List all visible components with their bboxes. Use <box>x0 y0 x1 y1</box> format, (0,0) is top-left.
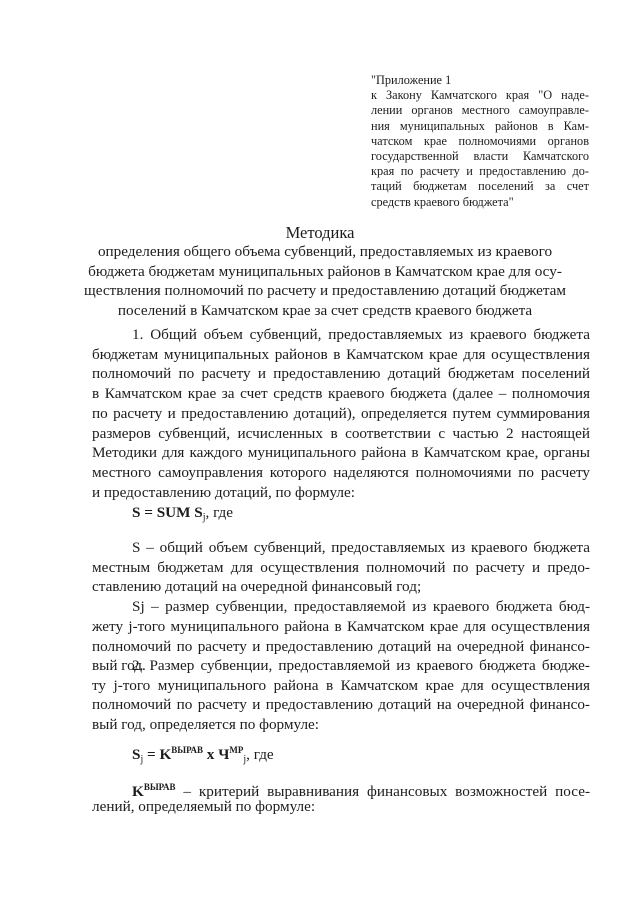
appendix-line: таций бюджетам поселений за счет <box>371 179 589 194</box>
text-line: местного самоуправления которого наделяются полномочиями по расчету <box>92 463 590 481</box>
text-line: лений, определяемый по формуле: <box>92 798 316 815</box>
document-title: Методика <box>285 223 355 242</box>
subtitle-line: определения общего объема субвенций, предоставляемых из краевого <box>97 243 553 260</box>
appendix-line: государственной власти Камчатского <box>371 149 589 164</box>
paragraph-2 <box>92 656 590 735</box>
text-line: ту j-того муниципального района в Камчатском крае для осуществления <box>92 676 590 694</box>
appendix-line: "Приложение 1 <box>371 73 452 87</box>
appendix-line: чатском крае полномочиями органов <box>371 133 589 148</box>
text-line: вый год, определяется по формуле: <box>92 716 319 734</box>
text-line: Sj – размер субвенции, предоставляемой из краевого бюджета бюд- <box>132 598 590 616</box>
k-definition-continuation <box>92 797 590 817</box>
formula-total <box>132 503 233 528</box>
formula-text: , где <box>205 504 234 521</box>
appendix-line: лении органов местного самоуправле- <box>371 103 589 118</box>
subtitle-line: ществления полномочий по расчету и предоставлению дотаций бюджетам <box>84 282 567 300</box>
paragraph-1 <box>92 325 590 502</box>
formula-superscript: МР <box>229 745 244 755</box>
text-line: бюджетам муниципальных районов в Камчатском крае для осуществления <box>92 345 590 363</box>
formula-text: , где <box>246 746 274 763</box>
formula-symbol: S <box>132 746 141 763</box>
text-line: жету j-того муниципального района в Камчатском крае для осуществления <box>92 617 590 635</box>
text-line: – критерий выравнивания финансовых возможностей посе- <box>175 783 590 800</box>
formula-text: = K <box>143 746 172 763</box>
text-line: размеров субвенций, исчисленных в соответствии с частью 2 настоящей <box>92 424 590 442</box>
text-line: полномочий по расчету и предоставлению дотаций на очередной финансо- <box>92 696 590 714</box>
formula-subscript: j <box>202 512 206 523</box>
formula-superscript: ВЫРАВ <box>171 745 203 755</box>
formula-text: x Ч <box>203 746 230 763</box>
formula-subscript: j <box>243 754 247 765</box>
formula-text: = SUM S <box>140 504 203 521</box>
appendix-line: края по расчету и предоставлению до- <box>371 164 589 179</box>
text-line: в Камчатском крае за счет средств краевого бюджета (далее – полномочия <box>92 385 590 403</box>
appendix-header <box>371 73 589 210</box>
formula-symbol: K <box>132 783 144 800</box>
text-line: S – общий объем субвенций, предоставляемых из краевого бюджета <box>132 539 590 556</box>
appendix-line: средств краевого бюджета" <box>371 194 514 209</box>
subtitle-line: бюджета бюджетам муниципальных районов в Камчатском крае для осу- <box>88 262 562 280</box>
text-line: полномочий по расчету и предоставлению дотаций бюджетам поселений <box>92 365 590 383</box>
document-subtitle <box>84 242 566 320</box>
subtitle-line: поселений в Камчатском крае за счет средств краевого бюджета <box>117 301 533 319</box>
formula-superscript: ВЫРАВ <box>143 782 176 792</box>
text-line: 1. Общий объем субвенций, предоставляемых из краевого бюджета <box>132 326 590 343</box>
appendix-line: ния муниципальных районов в Кам- <box>371 118 589 133</box>
formula-symbol: S <box>132 504 141 521</box>
formula-subvention <box>132 740 274 770</box>
text-line: ставлению дотаций на очередной финансовый год; <box>92 578 422 596</box>
text-line: 2. Размер субвенции, предоставляемой из краевого бюджета бюдже- <box>132 657 590 674</box>
formula-subscript: j <box>140 754 144 765</box>
text-line: Методики для каждого муниципального района в Камчатском крае, органы <box>92 444 590 462</box>
text-line: полномочий по расчету и предоставлению дотаций на очередной финансо- <box>92 637 590 655</box>
text-line: вый год. <box>92 657 146 675</box>
text-line: по расчету и предоставлению дотаций), определяется путем суммирования <box>92 404 590 422</box>
text-line: местным бюджетам для осуществления полномочий по расчету и предо- <box>92 558 590 576</box>
text-line: и предоставлению дотаций, по формуле: <box>92 483 355 501</box>
appendix-line: к Закону Камчатского края "О наде- <box>371 88 589 103</box>
